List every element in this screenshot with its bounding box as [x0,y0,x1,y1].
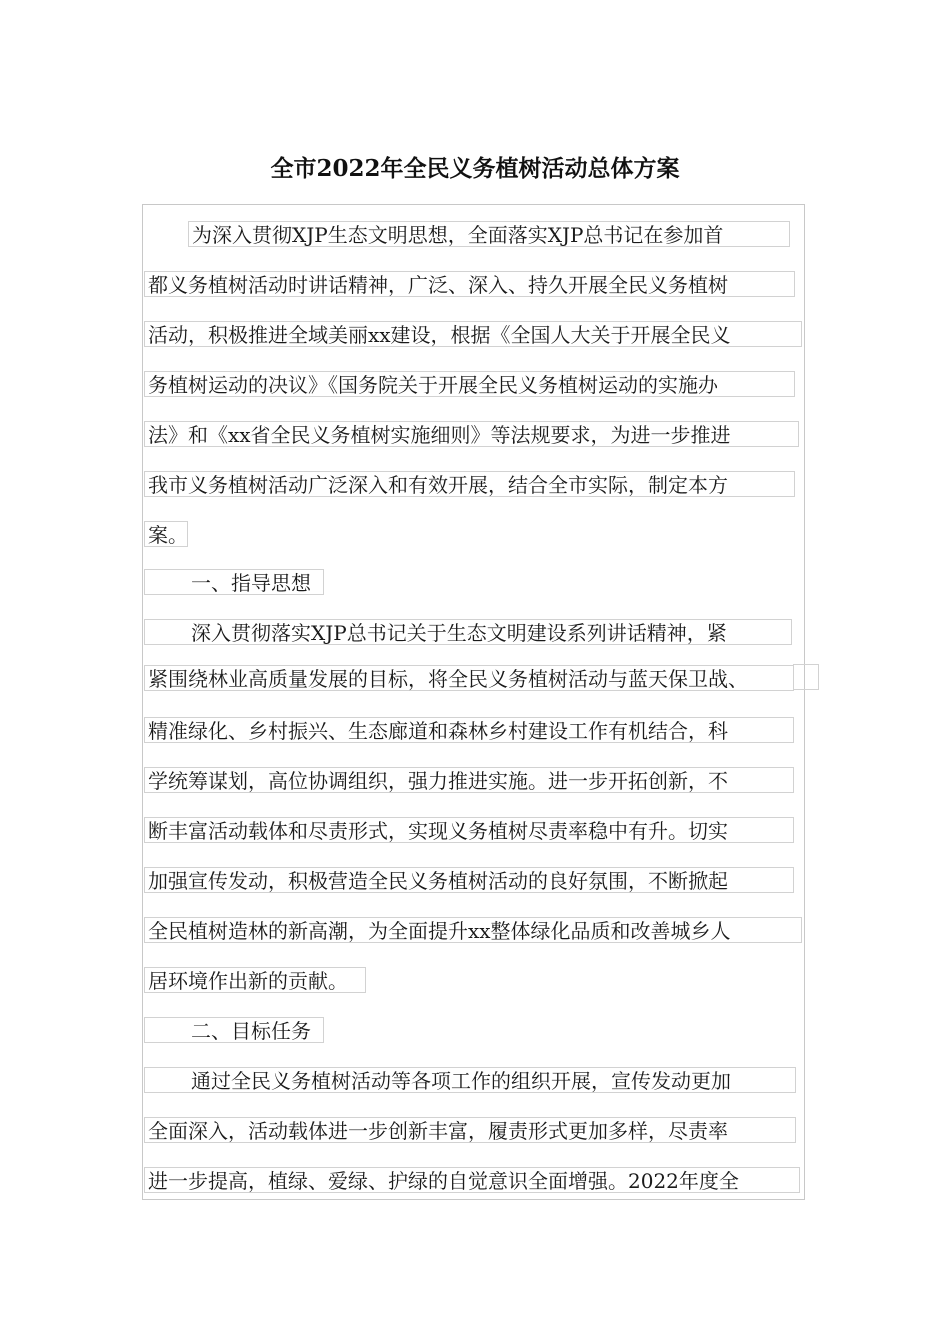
text-line: 我市义务植树活动广泛深入和有效开展，结合全市实际，制定本方 [144,471,795,497]
text-line: 法》和《xx省全民义务植树实施细则》等法规要求，为进一步推进 [144,421,799,447]
text-line: 二、目标任务 [144,1017,324,1043]
text-line: 案。 [144,521,188,547]
text-line: 全民植树造林的新高潮，为全面提升xx整体绿化品质和改善城乡人 [144,917,802,943]
text-line: 一、指导思想 [144,569,324,595]
text-line: 进一步提高，植绿、爱绿、护绿的自觉意识全面增强。2022年度全 [144,1167,800,1193]
text-line: 学统筹谋划，高位协调组织，强力推进实施。进一步开拓创新，不 [144,767,794,793]
text-line: 深入贯彻落实XJP总书记关于生态文明建设系列讲话精神，紧 [144,619,792,645]
text-line: 加强宣传发动，积极营造全民义务植树活动的良好氛围，不断掀起 [144,867,794,893]
overflow-box [793,664,819,690]
text-line: 活动，积极推进全域美丽xx建设，根据《全国人大关于开展全民义 [144,321,802,347]
text-line: 居环境作出新的贡献。 [144,967,366,993]
document-title: 全市2022年全民义务植树活动总体方案 [270,155,680,182]
text-line: 紧围绕林业高质量发展的目标，将全民义务植树活动与蓝天保卫战、 [144,665,794,691]
text-line: 断丰富活动载体和尽责形式，实现义务植树尽责率稳中有升。切实 [144,817,794,843]
text-line: 为深入贯彻XJP生态文明思想，全面落实XJP总书记在参加首 [188,221,790,247]
text-line: 精准绿化、乡村振兴、生态廊道和森林乡村建设工作有机结合，科 [144,717,794,743]
content-frame [142,204,805,1200]
text-line: 通过全民义务植树活动等各项工作的组织开展，宣传发动更加 [144,1067,796,1093]
text-line: 务植树运动的决议》《国务院关于开展全民义务植树运动的实施办 [144,371,795,397]
text-line: 都义务植树活动时讲话精神，广泛、深入、持久开展全民义务植树 [144,271,795,297]
text-line: 全面深入，活动载体进一步创新丰富，履责形式更加多样，尽责率 [144,1117,796,1143]
